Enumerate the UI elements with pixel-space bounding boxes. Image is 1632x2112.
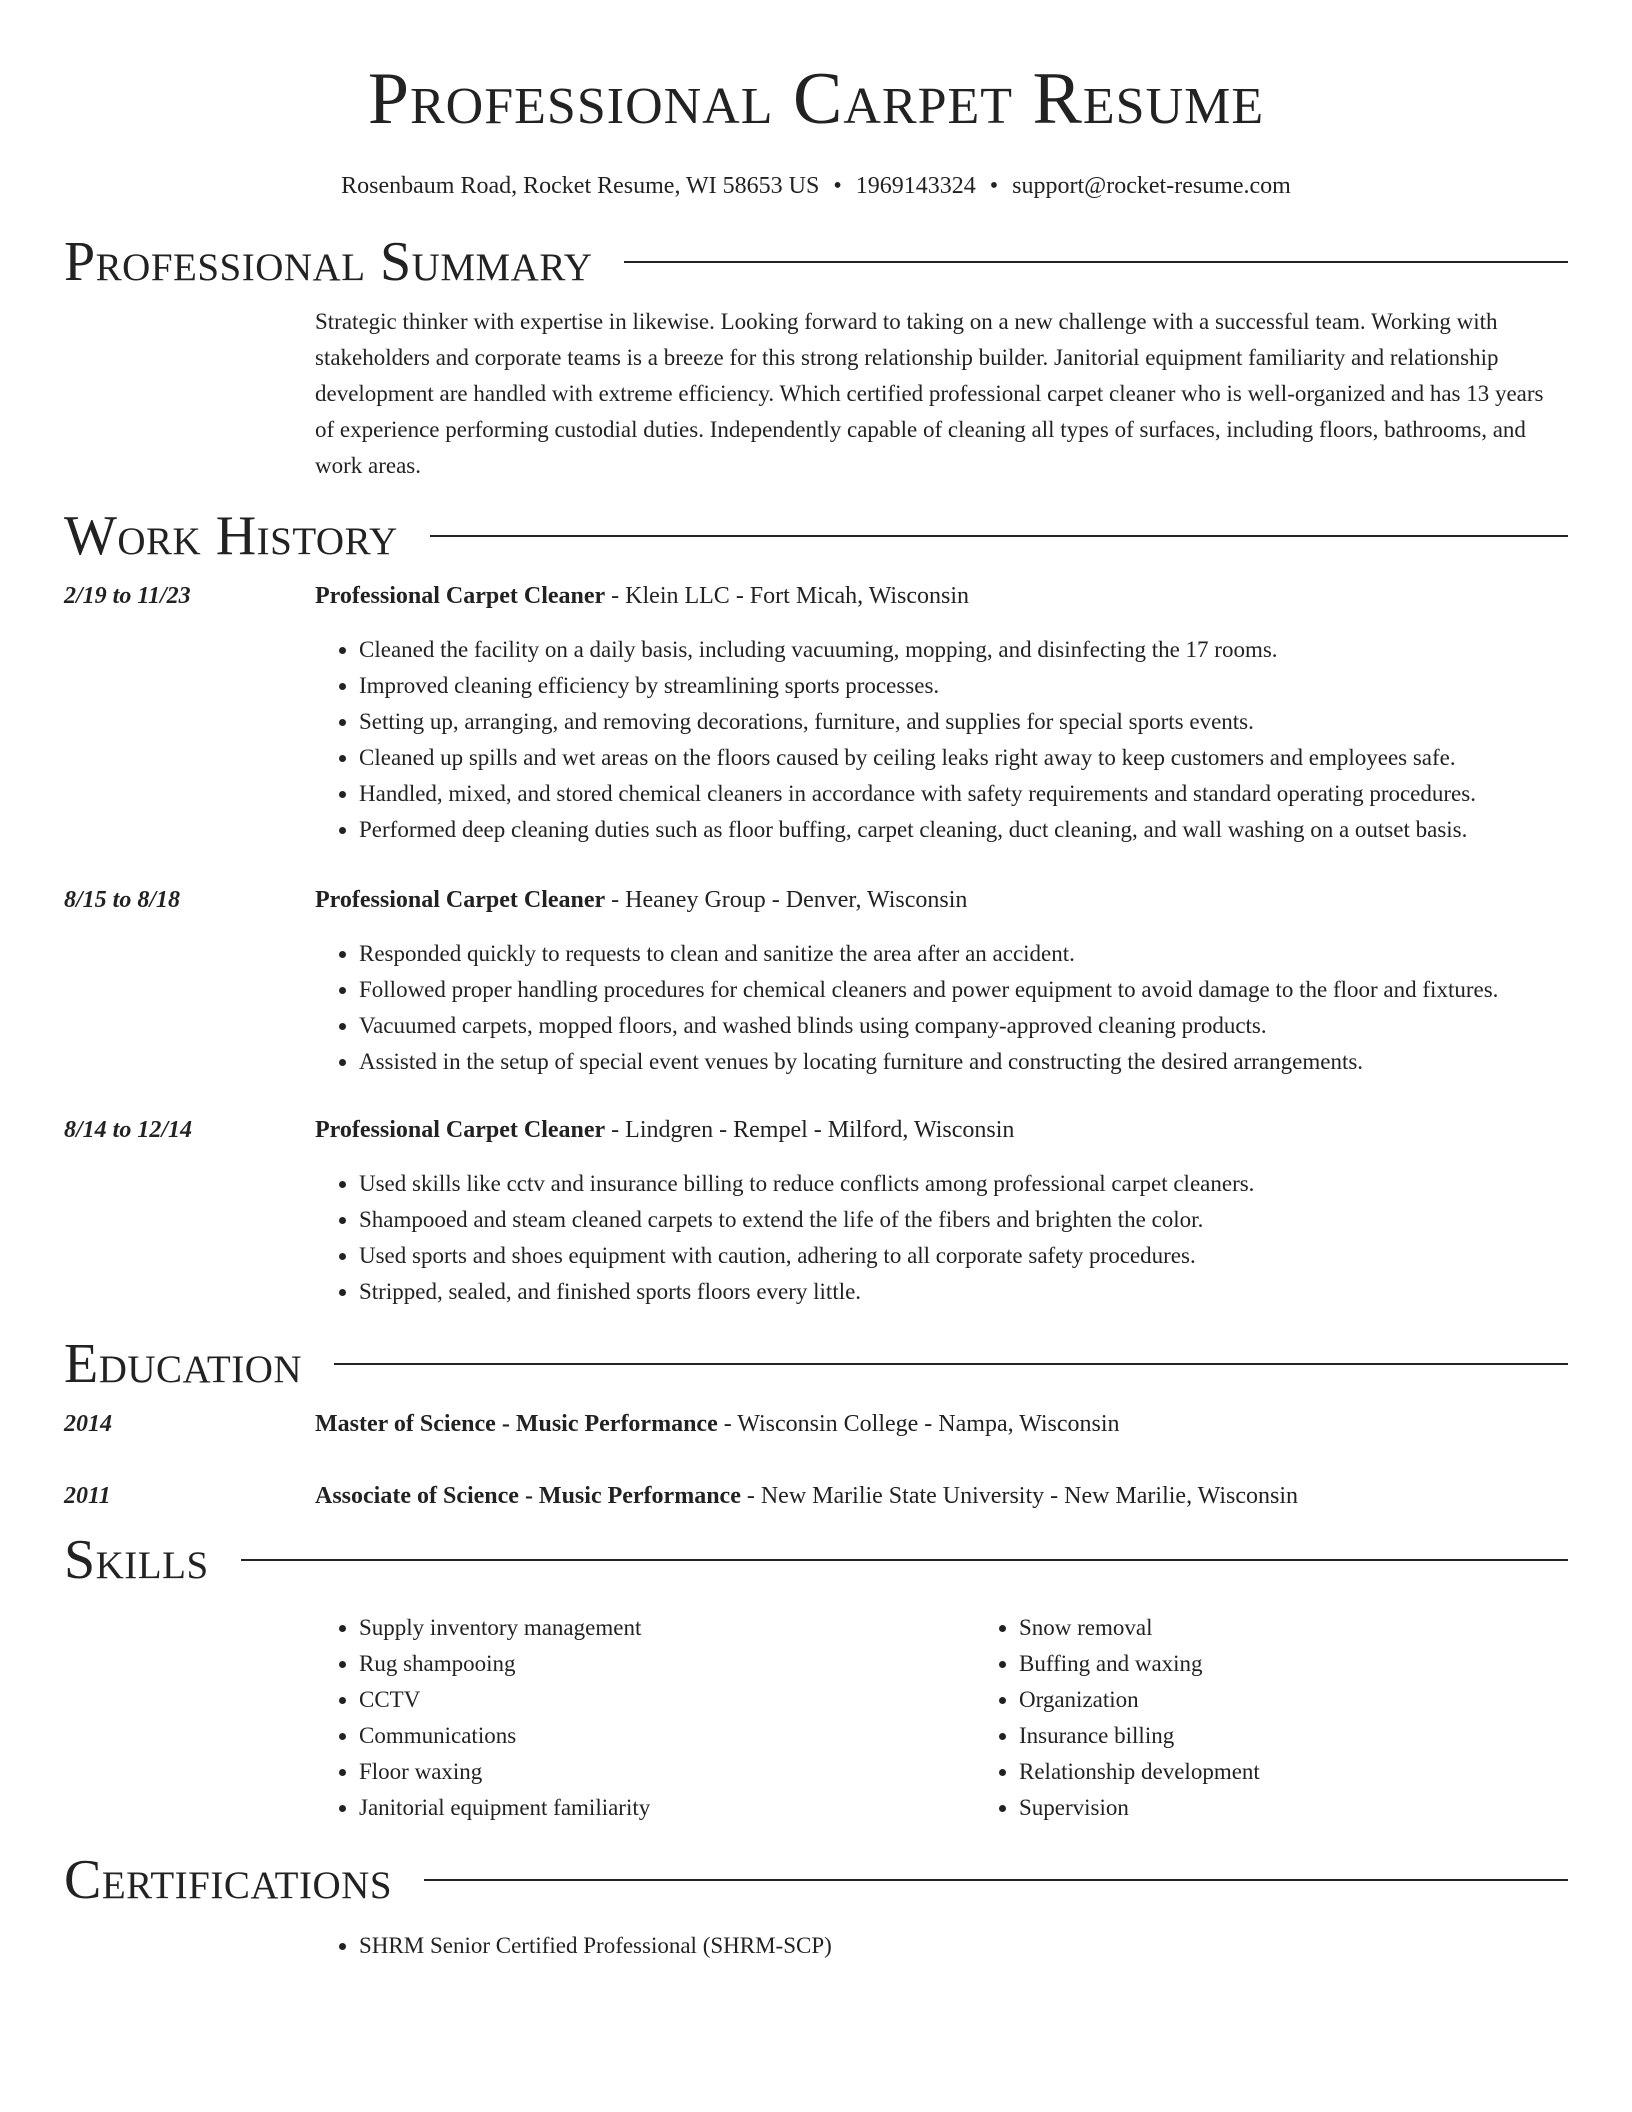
job-duty: • Used skills like cctv and insurance billing to reduce conflicts among professional carpet cleaners.: [359, 1166, 1568, 1202]
job-duties: [315, 936, 1568, 1080]
job-dates: 8/14 to 12/14: [64, 1117, 193, 1143]
education-school: - Wisconsin College - Nampa, Wisconsin: [717, 1411, 1120, 1437]
education-year: 2014: [64, 1411, 112, 1437]
certification-items: [315, 1928, 1568, 1964]
education-degree: Associate of Science - Music Performance: [315, 1483, 741, 1509]
skill-item: • Supply inventory management: [359, 1610, 975, 1646]
skill-item: • Insurance billing: [1019, 1718, 1632, 1754]
skill-item: • Supervision: [1019, 1790, 1632, 1826]
skill-item: • Communications: [359, 1718, 975, 1754]
job-dates: 8/15 to 8/18: [64, 887, 181, 913]
contact-line: [64, 174, 1568, 198]
job-duty: • Handled, mixed, and stored chemical cleaners in accordance with safety requirements and standard operating procedures.: [359, 776, 1568, 812]
skill-item: • Floor waxing: [359, 1754, 975, 1790]
work-section-header: [64, 505, 1568, 567]
job-title-line: [315, 578, 969, 614]
education-school: - New Marilie State University - New Marilie, Wisconsin: [740, 1483, 1298, 1509]
job-title: Professional Carpet Cleaner: [315, 1117, 606, 1143]
skills-column-right: [975, 1610, 1632, 1826]
section-rule: [424, 1879, 1568, 1881]
education-heading: Education: [64, 1333, 303, 1395]
certifications-heading: Certifications: [64, 1849, 393, 1911]
job-duty: • Followed proper handling procedures for chemical cleaners and power equipment to avoid damage to the floor and fixtures.: [359, 972, 1568, 1008]
job-dates: 2/19 to 11/23: [64, 583, 191, 609]
job-duties: [315, 632, 1568, 848]
job-duty: • Cleaned the facility on a daily basis, including vacuuming, mopping, and disinfecting the 17 rooms.: [359, 632, 1568, 668]
education-entry: [64, 1406, 1568, 1442]
contact-email: support@rocket-resume.com: [1012, 173, 1291, 199]
job-entry: [64, 882, 1568, 1080]
job-entry: [64, 578, 1568, 848]
skill-item: • Janitorial equipment familiarity: [359, 1790, 975, 1826]
section-rule: [241, 1559, 1568, 1561]
summary-heading: Professional Summary: [64, 231, 593, 293]
job-duty-list: [315, 1166, 1568, 1310]
contact-separator: •: [833, 173, 842, 199]
education-section-header: [64, 1333, 1568, 1395]
job-duty: • Improved cleaning efficiency by streamlining sports processes.: [359, 668, 1568, 704]
education-entry: [64, 1478, 1568, 1514]
section-rule: [624, 261, 1568, 263]
job-duty-list: [315, 936, 1568, 1080]
job-duty: • Shampooed and steam cleaned carpets to extend the life of the fibers and brighten the color.: [359, 1202, 1568, 1238]
job-company: - Klein LLC - Fort Micah, Wisconsin: [605, 583, 970, 609]
job-duty: • Assisted in the setup of special event venues by locating furniture and constructing the desired arrangements.: [359, 1044, 1568, 1080]
skill-item: • CCTV: [359, 1682, 975, 1718]
skills-list: [315, 1610, 1568, 1826]
certifications-list: [315, 1928, 1568, 1964]
skill-item: • Rug shampooing: [359, 1646, 975, 1682]
skill-item: • Buffing and waxing: [1019, 1646, 1632, 1682]
summary-section-header: [64, 231, 1568, 293]
summary-text: Strategic thinker with expertise in likewise. Looking forward to taking on a new challenge with a successful team. Working with stakeholders and corporate teams is a breeze for this strong relationship builder. Janitorial equipment familiarity and relationship development are handled with extreme efficiency. Which certified professional carpet cleaner who is well-organized and has 13 years of experience performing custodial duties. Independently capable of cleaning all types of surfaces, including floors, bathrooms, and work areas.: [315, 309, 1544, 478]
job-duty: • Cleaned up spills and wet areas on the floors caused by ceiling leaks right away to keep customers and employees safe.: [359, 740, 1568, 776]
job-title: Professional Carpet Cleaner: [315, 887, 606, 913]
education-year: 2011: [64, 1483, 111, 1509]
job-duty: • Vacuumed carpets, mopped floors, and washed blinds using company-approved cleaning products.: [359, 1008, 1568, 1044]
contact-separator: •: [989, 173, 999, 199]
section-rule: [334, 1363, 1568, 1365]
section-rule: [430, 535, 1568, 537]
job-header: [64, 882, 1568, 918]
skills-column-left: [315, 1610, 975, 1826]
contact-address: Rosenbaum Road, Rocket Resume, WI 58653 US: [341, 173, 820, 199]
job-header: [64, 1112, 1568, 1148]
job-duty: • Setting up, arranging, and removing decorations, furniture, and supplies for special sports events.: [359, 704, 1568, 740]
skill-item: • Organization: [1019, 1682, 1632, 1718]
skills-section-header: [64, 1529, 1568, 1591]
certification-item: • SHRM Senior Certified Professional (SHRM-SCP): [359, 1928, 1568, 1964]
job-duty: • Used sports and shoes equipment with caution, adhering to all corporate safety procedures.: [359, 1238, 1568, 1274]
work-heading: Work History: [64, 505, 398, 567]
job-title: Professional Carpet Cleaner: [315, 583, 606, 609]
job-duty: • Responded quickly to requests to clean and sanitize the area after an accident.: [359, 936, 1568, 972]
skills-heading: Skills: [64, 1529, 209, 1591]
job-duties: [315, 1166, 1568, 1310]
resume-name: Professional Carpet Resume: [367, 58, 1265, 140]
job-title-line: [315, 882, 967, 918]
skill-item: • Snow removal: [1019, 1610, 1632, 1646]
education-title-line: [315, 1478, 1298, 1514]
job-company: - Heaney Group - Denver, Wisconsin: [605, 887, 968, 913]
contact-phone: 1969143324: [855, 173, 976, 199]
job-entry: [64, 1112, 1568, 1310]
job-duty: • Performed deep cleaning duties such as floor buffing, carpet cleaning, duct cleaning, and wall washing on a outset basis.: [359, 812, 1568, 848]
job-title-line: [315, 1112, 1014, 1148]
education-degree: Master of Science - Music Performance: [315, 1411, 718, 1437]
job-duty-list: [315, 632, 1568, 848]
skill-item: • Relationship development: [1019, 1754, 1632, 1790]
certifications-section-header: [64, 1849, 1568, 1911]
job-company: - Lindgren - Rempel - Milford, Wisconsin: [605, 1117, 1015, 1143]
education-title-line: [315, 1406, 1120, 1442]
job-header: [64, 578, 1568, 614]
job-duty: • Stripped, sealed, and finished sports floors every little.: [359, 1274, 1568, 1310]
